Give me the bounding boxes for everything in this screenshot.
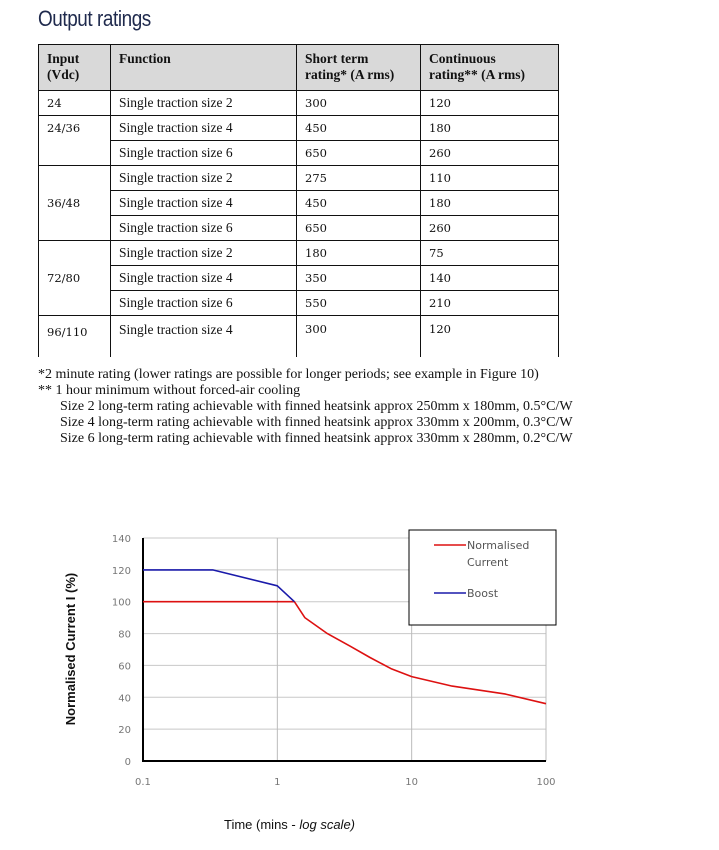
x-axis-title-main: Time (mins -	[224, 817, 300, 832]
function-cell: Single traction size 2	[111, 241, 297, 266]
table-row	[39, 291, 559, 316]
short-term-cell: 300	[297, 91, 421, 116]
table-row	[39, 141, 559, 166]
input-cell: 24	[39, 91, 111, 116]
input-cell: 72/80	[39, 241, 111, 316]
y-tick-label: 80	[118, 629, 131, 641]
function-cell: Single traction size 4	[111, 116, 297, 141]
x-tick-label: 0.1	[135, 777, 151, 788]
footnote-continuous: ** 1 hour minimum without forced-air cooling	[38, 383, 301, 398]
x-tick-labels	[135, 777, 556, 788]
header-input: Input (Vdc)	[39, 45, 111, 91]
legend	[409, 530, 556, 625]
section-title: Output ratings	[38, 6, 151, 31]
y-tick-label: 140	[111, 534, 131, 545]
legend-label-normalised-line1: Normalised	[467, 539, 530, 552]
y-tick-label: 40	[118, 693, 131, 705]
short-term-cell: 650	[297, 141, 421, 166]
x-tick-label: 10	[405, 777, 419, 788]
y-tick-label: 120	[111, 565, 131, 577]
continuous-cell: 140	[421, 266, 559, 291]
input-cell: 36/48	[39, 166, 111, 241]
table-row	[39, 241, 559, 266]
table-row	[39, 316, 559, 358]
y-tick-label: 100	[111, 597, 131, 609]
continuous-cell: 180	[421, 191, 559, 216]
x-axis-title	[224, 817, 355, 832]
short-term-cell: 450	[297, 116, 421, 141]
short-term-cell: 350	[297, 266, 421, 291]
short-term-cell: 650	[297, 216, 421, 241]
continuous-cell: 120	[421, 91, 559, 116]
legend-label-normalised-line2: Current	[467, 556, 509, 569]
y-tick-labels	[112, 534, 131, 768]
function-cell: Single traction size 4	[111, 316, 297, 358]
function-cell: Single traction size 2	[111, 166, 297, 191]
table-row	[39, 91, 559, 116]
x-tick-label: 1	[274, 777, 281, 788]
function-cell: Single traction size 4	[111, 191, 297, 216]
short-term-cell: 275	[297, 166, 421, 191]
continuous-cell: 75	[421, 241, 559, 266]
output-ratings-table	[38, 44, 559, 357]
continuous-cell: 260	[421, 216, 559, 241]
table-row	[39, 116, 559, 141]
footnote-size-2: Size 2 long-term rating achievable with finned heatsink approx 250mm x 180mm, 0.5°C/W	[60, 399, 573, 414]
y-tick-label: 60	[118, 661, 131, 673]
function-cell: Single traction size 6	[111, 141, 297, 166]
y-axis-title: Normalised Current I (%)	[63, 572, 78, 726]
header-function: Function	[111, 45, 297, 91]
table-row	[39, 191, 559, 216]
short-term-cell: 450	[297, 191, 421, 216]
table-header-row	[39, 45, 559, 91]
continuous-cell: 260	[421, 141, 559, 166]
short-term-cell: 550	[297, 291, 421, 316]
table-row	[39, 216, 559, 241]
x-axis-title-italic: log scale)	[299, 817, 355, 832]
y-tick-label: 20	[118, 725, 131, 737]
header-short-term: Short term rating* (A rms)	[297, 45, 421, 91]
footnotes	[38, 367, 573, 447]
continuous-cell: 210	[421, 291, 559, 316]
footnote-short-term: *2 minute rating (lower ratings are possible for longer periods; see example in Figure 10)	[38, 367, 539, 382]
footnote-size-6: Size 6 long-term rating achievable with finned heatsink approx 330mm x 280mm, 0.2°C/W	[60, 431, 573, 446]
y-tick-label: 0	[124, 757, 131, 768]
continuous-cell: 180	[421, 116, 559, 141]
footnote-size-4: Size 4 long-term rating achievable with finned heatsink approx 330mm x 200mm, 0.3°C/W	[60, 415, 573, 430]
table-row	[39, 166, 559, 191]
x-tick-label: 100	[536, 777, 556, 788]
function-cell: Single traction size 6	[111, 216, 297, 241]
continuous-cell: 120	[421, 316, 559, 358]
continuous-cell: 110	[421, 166, 559, 191]
function-cell: Single traction size 4	[111, 266, 297, 291]
short-term-cell: 180	[297, 241, 421, 266]
series-line-boost	[143, 570, 294, 602]
input-cell: 96/110	[39, 316, 111, 358]
input-cell: 24/36	[39, 116, 111, 166]
table-row	[39, 266, 559, 291]
legend-label-boost: Boost	[467, 587, 499, 600]
short-term-cell: 300	[297, 316, 421, 358]
function-cell: Single traction size 6	[111, 291, 297, 316]
function-cell: Single traction size 2	[111, 91, 297, 116]
current-vs-time-chart	[0, 490, 719, 845]
header-continuous: Continuous rating** (A rms)	[421, 45, 559, 91]
